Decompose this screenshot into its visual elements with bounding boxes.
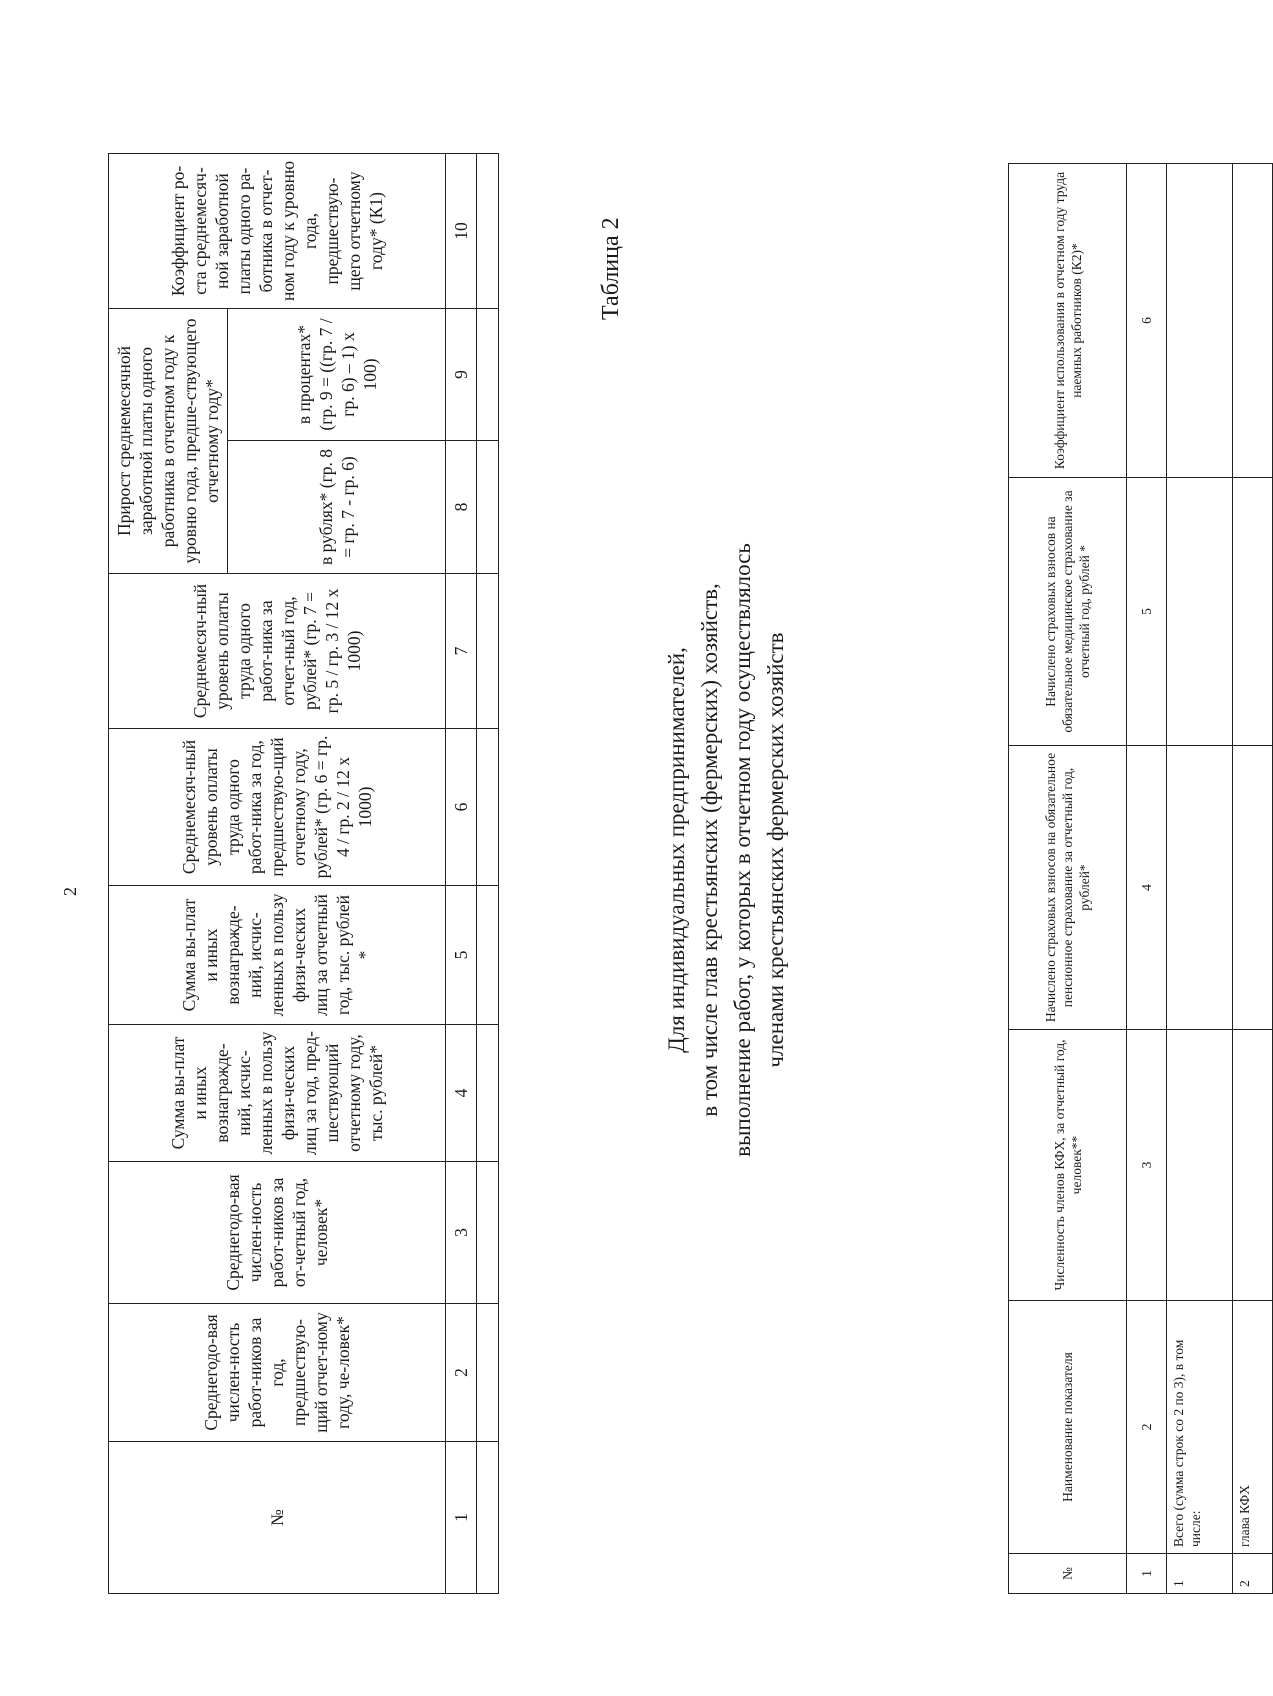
t1-header-col4: Сумма вы-плат и иных вознагражде-ний, исчис-ленных в пользу физи-ческих лиц за год, пред-шествующий отчетному году, тыс. рублей* xyxy=(109,1025,446,1162)
t2-empty-cell xyxy=(1233,1030,1273,1301)
t1-colnum: 10 xyxy=(446,154,477,309)
t2-row-no: 2 xyxy=(1233,1554,1273,1594)
t2-empty-cell xyxy=(1167,478,1233,746)
t1-colnum: 9 xyxy=(446,309,477,441)
t1-colnum: 5 xyxy=(446,886,477,1025)
heading-line: в том числе глав крестьянских (фермерских) хозяйств, xyxy=(697,583,722,1117)
t1-header-growth: Прирост среднемесячной заработной платы одного работника в отчетном году к уровню года, предше-ствующего отчетному году* xyxy=(109,309,228,574)
t1-empty-cell xyxy=(477,1442,499,1594)
table-2 xyxy=(1008,163,1273,1594)
t1-header-col9: в процентах* (гр. 9 = ((гр. 7 / гр. 6) – 1) х 100) xyxy=(228,309,446,441)
page-number: 2 xyxy=(60,887,80,896)
t1-header-col6: Среднемесяч-ный уровень оплаты труда одного работ-ника за год, предшествую-щий отчетному году, рублей* (гр. 6 = гр. 4 / гр. 2 / 12 х 1000) xyxy=(109,729,446,886)
t1-header-col10: Коэффициент ро-ста среднемесяч-ной заработной платы одного ра-ботника в отчет-ном году к уровню года, предшествую-щего отчетному году* (К1) xyxy=(109,154,446,309)
t1-colnum: 3 xyxy=(446,1162,477,1304)
t1-empty-cell xyxy=(477,1162,499,1304)
t2-colnum: 4 xyxy=(1127,746,1167,1030)
t2-row-name: глава КФХ xyxy=(1233,1301,1273,1554)
table-label: Таблица 2 xyxy=(598,217,624,320)
t2-empty-cell xyxy=(1233,164,1273,478)
t1-header-col8: в рублях* (гр. 8 = гр. 7 - гр. 6) xyxy=(228,441,446,574)
t2-colnum: 1 xyxy=(1127,1554,1167,1594)
t2-colnum: 3 xyxy=(1127,1030,1167,1301)
t1-header-col7: Среднемесяч-ный уровень оплаты труда одного работ-ника за отчет-ный год, рублей* (гр. 7 = гр. 5 / гр. 3 / 12 х 1000) xyxy=(109,574,446,729)
t1-empty-cell xyxy=(477,441,499,574)
t1-empty-cell xyxy=(477,1304,499,1442)
t2-empty-cell xyxy=(1167,746,1233,1030)
t1-header-col5: Сумма вы-плат и иных вознагражде-ний, исчис-ленных в пользу физи-ческих лиц за отчетный год, тыс. рублей * xyxy=(109,886,446,1025)
t2-header-col3: Численность членов КФХ, за отчетный год, человек** xyxy=(1009,1030,1127,1301)
table-row xyxy=(1233,164,1273,1594)
table-1 xyxy=(108,153,499,1594)
t2-empty-cell xyxy=(1233,746,1273,1030)
t1-colnum: 7 xyxy=(446,574,477,729)
t2-colnum: 6 xyxy=(1127,164,1167,478)
t2-header-no: № xyxy=(1009,1554,1127,1594)
t2-row-no: 1 xyxy=(1167,1554,1233,1594)
t2-empty-cell xyxy=(1233,478,1273,746)
t1-colnum: 6 xyxy=(446,729,477,886)
t2-empty-cell xyxy=(1167,164,1233,478)
t1-empty-cell xyxy=(477,729,499,886)
t2-header-col5: Начислено страховых взносов на обязательное медицинское страхование за отчетный год, рублей * xyxy=(1009,478,1127,746)
t1-colnum: 4 xyxy=(446,1025,477,1162)
heading-line: членами крестьянских фермерских хозяйств xyxy=(763,632,788,1068)
t2-colnum: 5 xyxy=(1127,478,1167,746)
t1-colnum: 8 xyxy=(446,441,477,574)
table-row xyxy=(1167,164,1233,1594)
section-heading xyxy=(660,500,792,1200)
t2-colnum: 2 xyxy=(1127,1301,1167,1554)
t2-header-col6: Коэффициент использования в отчетном году труда наемных работников (К2)* xyxy=(1009,164,1127,478)
t1-header-col2: Среднегодо-вая числен-ность работ-ников за год, предшествую-щий отчет-ному году, че-ловек* xyxy=(109,1304,446,1442)
heading-line: выполнение работ, у которых в отчетном году осуществлялось xyxy=(730,543,755,1157)
t2-row-name: Всего (сумма строк со 2 по 3), в том числе: xyxy=(1167,1301,1233,1554)
heading-line: Для индивидуальных предпринимателей, xyxy=(664,647,689,1053)
t1-empty-cell xyxy=(477,1025,499,1162)
t1-colnum: 2 xyxy=(446,1304,477,1442)
t1-header-no: № xyxy=(109,1442,446,1594)
t2-header-name: Наименование показателя xyxy=(1009,1301,1127,1554)
t1-empty-cell xyxy=(477,886,499,1025)
t1-colnum: 1 xyxy=(446,1442,477,1594)
t1-empty-cell xyxy=(477,309,499,441)
t1-empty-cell xyxy=(477,574,499,729)
t1-header-col3: Среднегодо-вая числен-ность работ-ников за от-четный год, человек* xyxy=(109,1162,446,1304)
t1-empty-cell xyxy=(477,154,499,309)
t2-header-col4: Начислено страховых взносов на обязательное пенсионное страхование за отчетный год, рублей* xyxy=(1009,746,1127,1030)
t2-empty-cell xyxy=(1167,1030,1233,1301)
